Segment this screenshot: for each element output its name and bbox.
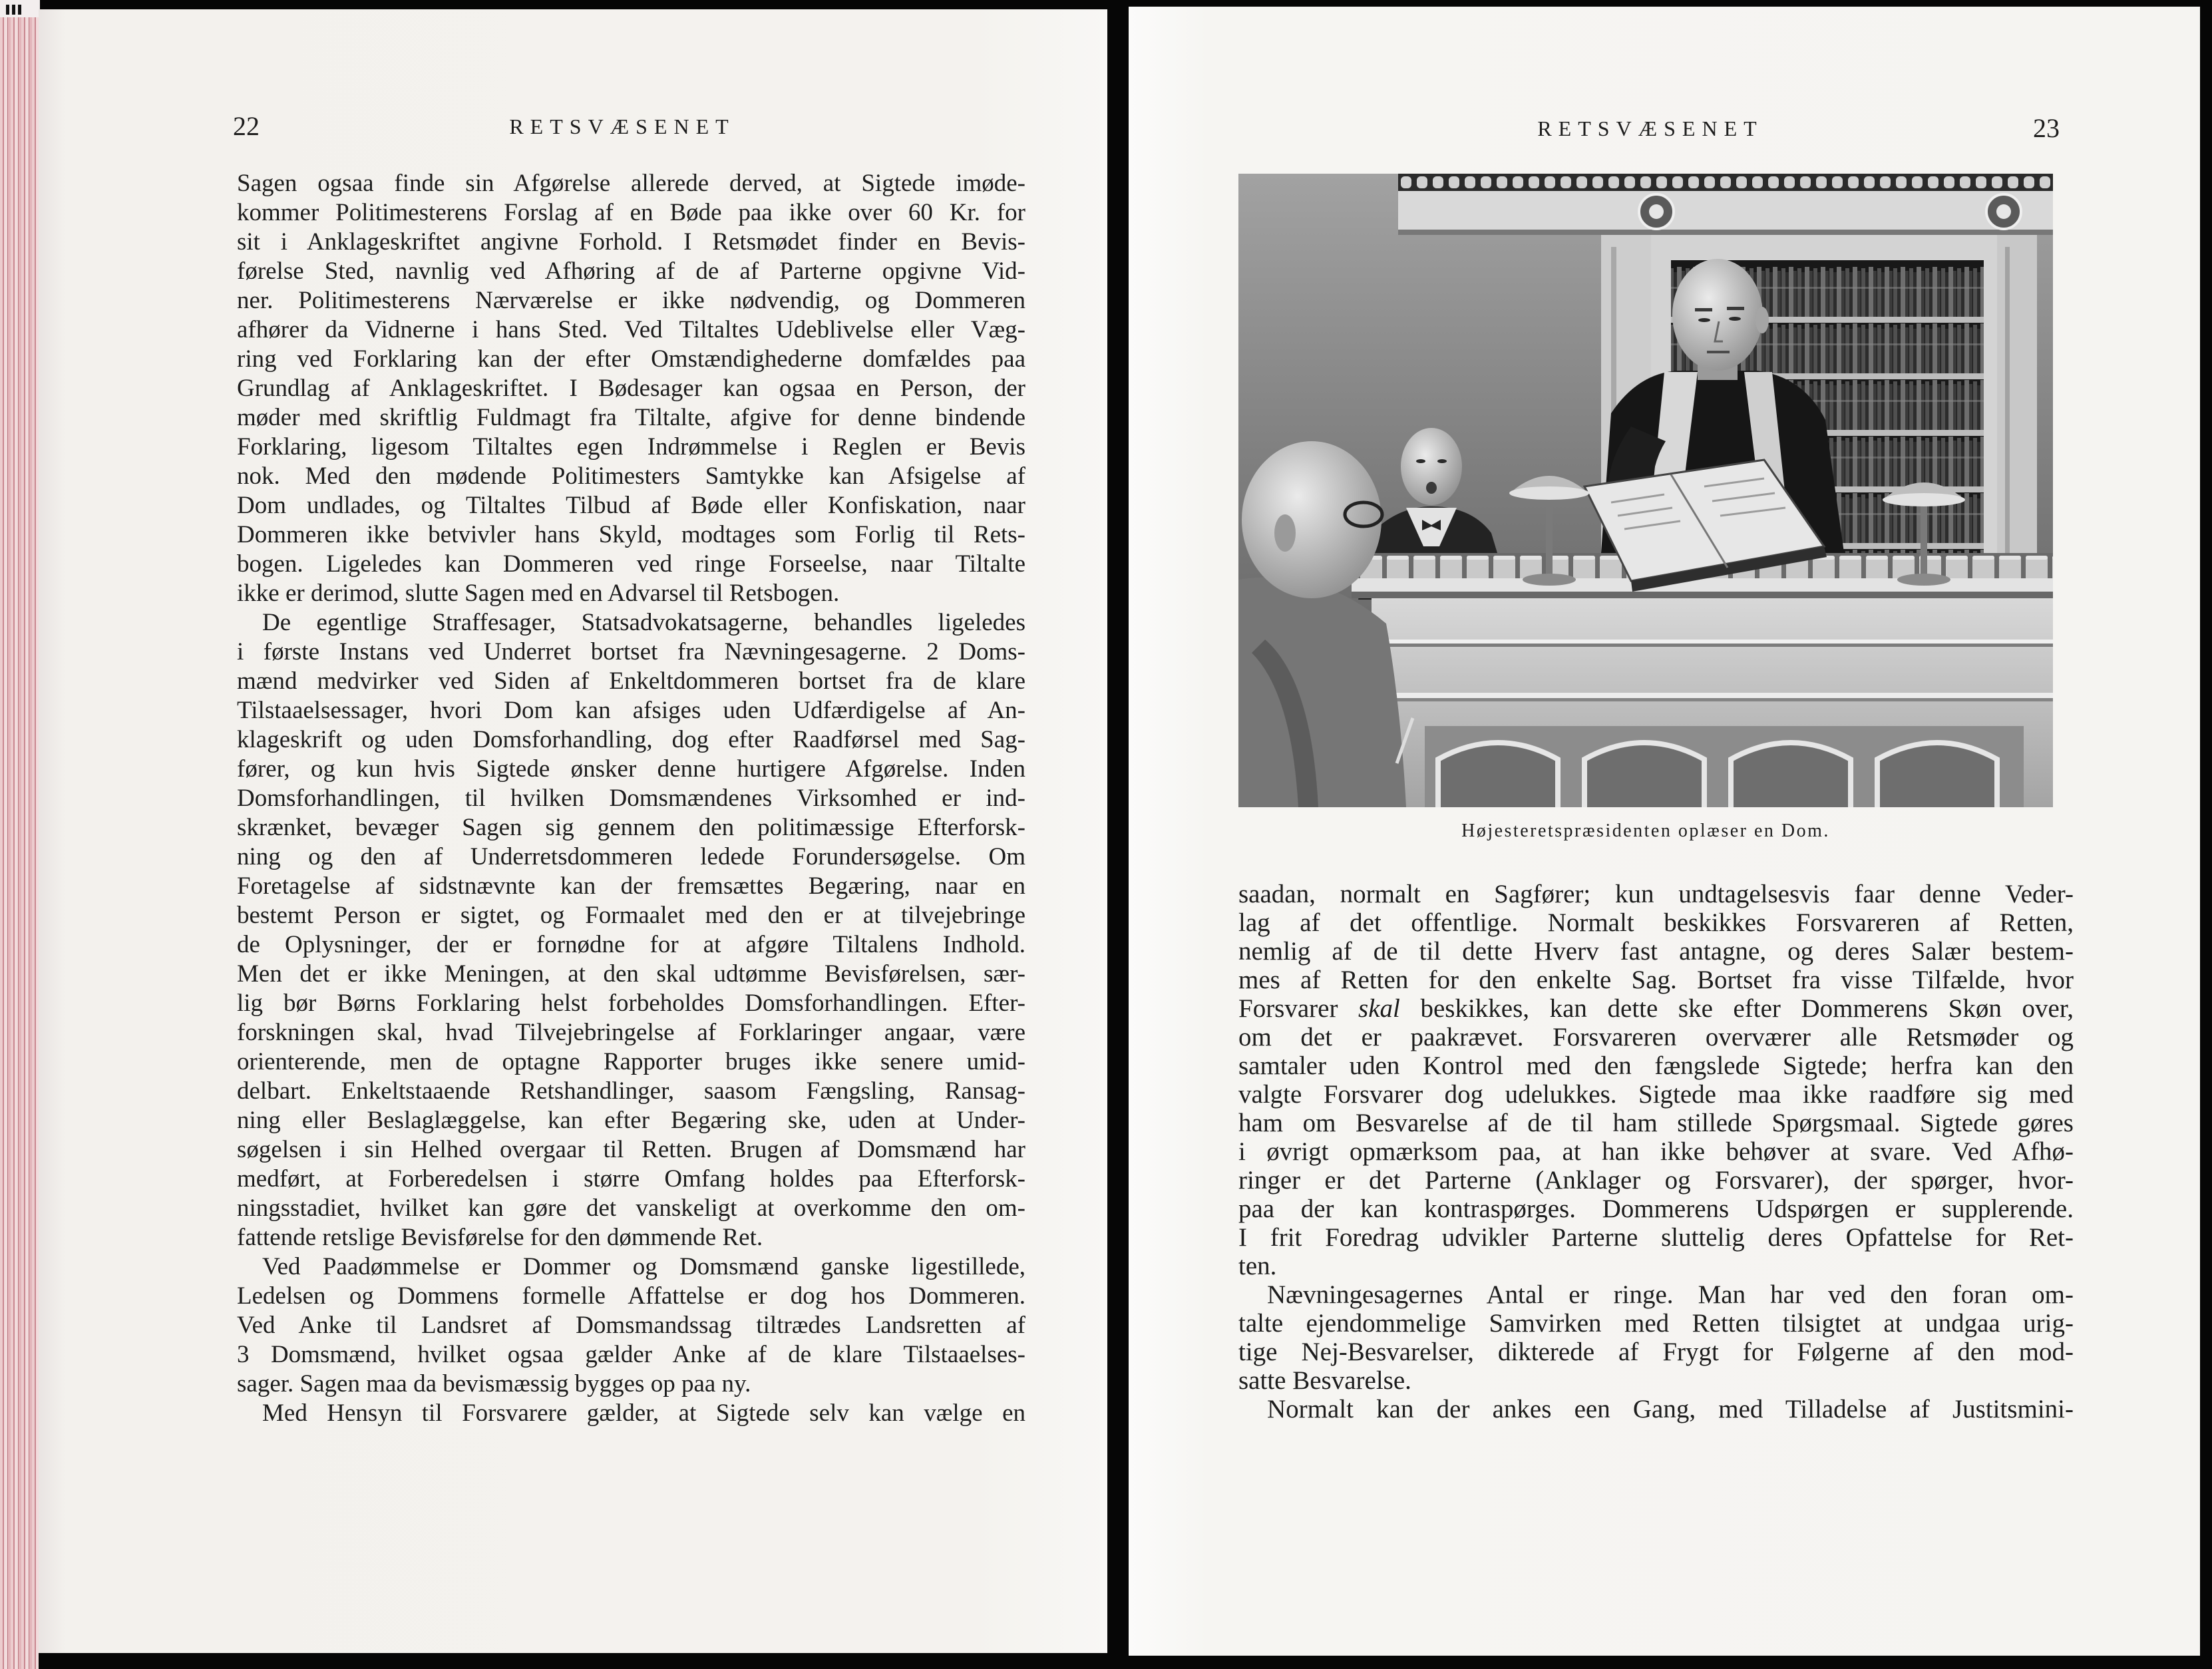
text-line: Ved Anke til Landsret af Domsmandssag tiltrædes Landsretten af [237, 1312, 1025, 1339]
text-line: medført, at Forberedelsen i større Omfang holdes paa Efterforsk- [237, 1165, 1025, 1193]
text-segment: Forsvarer [1238, 994, 1359, 1023]
text-line: Foretagelse af sidstnævnte kan der fremsættes Begæring, naar en [237, 872, 1025, 900]
text-line: paa der kan kontraspørges. Dommerens Udspørgen er supplerende. [1238, 1195, 2074, 1223]
text-line: ikke er derimod, slutte Sagen med en Advarsel til Retsbogen. [237, 580, 840, 607]
bench [1352, 553, 2053, 807]
text-line: sit i Anklageskriftet angivne Forhold. I Retsmødet finder en Bevis- [237, 228, 1025, 256]
page-number: 23 [2033, 113, 2060, 143]
text-line: klageskrift og uden Domsforhandling, dog efter Raadførsel med Sag- [237, 726, 1025, 753]
text-line: Dommeren ikke betvivler hans Skyld, modtages som Forlig til Rets- [237, 521, 1025, 548]
text-line: møder med skriftlig Fuldmagt fra Tiltalte, afgive for denne bindende [237, 404, 1025, 431]
page-number: 22 [233, 111, 260, 141]
text-line: Med Hensyn til Forsvarere gælder, at Sigtede selv kan vælge en [262, 1399, 1025, 1427]
cornice [1398, 174, 2053, 235]
text-line: Tilstaaelsessager, hvori Dom kan afsiges uden Udfærdigelse af An- [237, 697, 1025, 724]
text-line: førelse Sted, navnlig ved Afhøring af de af Parterne opgivne Vid- [237, 258, 1025, 285]
text-line: Men det er ikke Meningen, at den skal udtømme Bevisførelsen, sær- [237, 960, 1025, 988]
text-line: nok. Med den mødende Politimesters Samtykke kan Afsigelse af [237, 463, 1025, 490]
text-line: orienterende, men de optagne Rapporter bruges ikke senere umid- [237, 1048, 1025, 1075]
text-line: ning og den af Underretsdommeren ledede Forundersøgelse. Om [237, 843, 1025, 870]
figure-photo [1238, 174, 2053, 807]
figure-caption: Højesteretspræsidenten oplæser en Dom. [1461, 821, 1830, 841]
text-line: Forklaring, ligesom Tiltaltes egen Indrømmelse i Reglen er Bevis [237, 433, 1025, 461]
text-line: talte ejendommelige Samvirken med Retten tilsigtet at undgaa urig- [1238, 1309, 2074, 1338]
text-line: De egentlige Straffesager, Statsadvokatsagerne, behandles ligeledes [262, 609, 1025, 636]
text-line: ner. Politimesterens Nærværelse er ikke nødvendig, og Dommeren [237, 287, 1025, 314]
text-line: afhører da Vidnerne i hans Sted. Ved Tiltaltes Udeblivelse eller Væg- [237, 316, 1025, 343]
emphasized-word: skal [1358, 994, 1400, 1023]
text-line: 3 Domsmænd, hvilket ogsaa gælder Anke af de klare Tilstaaelses- [237, 1341, 1025, 1368]
text-line: nemlig af de til dette Hverv fast antagne, og deres Salær bestem- [1238, 937, 2074, 966]
text-line: sager. Sagen maa da bevismæssig bygges op paa ny. [237, 1370, 751, 1397]
text-line: lag af det offentlige. Normalt beskikkes Forsvareren af Retten, [1238, 908, 2074, 937]
text-line: tige Nej-Besvarelser, dikterede af Frygt for Følgerne af den mod- [1238, 1338, 2074, 1366]
text-line: søgelsen i sin Helhed overgaar til Retten. Brugen af Domsmænd har [237, 1136, 1025, 1163]
text-line: ham om Besvarelse af de til ham stillede Spørgsmaal. Sigtede gøres [1238, 1109, 2074, 1137]
page-edge-strip [0, 0, 39, 1669]
text-line: Nævningesagernes Antal er ringe. Man har ved den foran om- [1267, 1280, 2074, 1309]
text-line: delbart. Enkeltstaaende Retshandlinger, saasom Fængsling, Ransag- [237, 1077, 1025, 1105]
text-line: lig bør Børns Forklaring helst forbeholdes Domsforhandlingen. Efter- [237, 990, 1025, 1017]
text-line: bestemt Person er sigtet, og Formaalet med den er at tilvejebringe [237, 902, 1025, 929]
scan-mark [18, 5, 21, 15]
text-line: Domsforhandlingen, til hvilken Domsmændenes Virksomhed er ind- [237, 785, 1025, 812]
text-line: bogen. Ligeledes kan Dommeren ved ringe Forseelse, naar Tiltalte [237, 550, 1025, 578]
text-line: skrænket, bevæger Sagen sig gennem den politimæssige Efterforsk- [237, 814, 1025, 841]
text-line: i øvrigt opmærksom paa, at han ikke behøver at svare. Ved Afhø- [1238, 1137, 2074, 1166]
text-line [1238, 994, 2074, 1023]
text-line: satte Besvarelse. [1238, 1366, 1411, 1395]
text-segment: beskikkes, kan dette ske efter Dommerens Skøn over, [1399, 994, 2074, 1023]
text-line: ningsstadiet, hvilket kan gøre det vanskeligt at overkomme den om- [237, 1195, 1025, 1222]
text-line: om det er paakrævet. Forsvareren overværer alle Retsmøder og [1238, 1023, 2074, 1051]
text-line: fattende retslige Bevisførelse for den dømmende Ret. [237, 1224, 763, 1251]
text-line: I frit Foredrag udvikler Parterne sluttelig deres Opfattelse for Ret- [1238, 1223, 2074, 1252]
text-line: saadan, normalt en Sagfører; kun undtagelsesvis faar denne Veder- [1238, 880, 2074, 908]
text-line: ten. [1238, 1252, 1277, 1280]
running-head: RETSVÆSENET [509, 114, 735, 138]
text-line: ning eller Beslaglæggelse, kan efter Begæring ske, uden at Under- [237, 1107, 1025, 1134]
text-line: mænd medvirker ved Siden af Enkeltdommeren bortset fra de klare [237, 667, 1025, 695]
running-head: RETSVÆSENET [1537, 116, 1763, 140]
text-line: samtaler uden Kontrol med den fængslede Sigtede; herfra kan den [1238, 1051, 2074, 1080]
text-line: mes af Retten for den enkelte Sag. Bortset fra visse Tilfælde, hvor [1238, 966, 2074, 994]
text-line: Dom undlades, og Tiltaltes Tilbud af Bøde eller Konfiskation, naar [237, 492, 1025, 519]
text-line: forskningen skal, hvad Tilvejebringelse af Forklaringer angaar, være [237, 1019, 1025, 1046]
scan-mark [6, 5, 9, 15]
right-page-body [1238, 880, 2074, 1423]
courtroom-photo [1238, 174, 2053, 807]
text-line: de Oplysninger, der er fornødne for at afgøre Tiltalens Indhold. [237, 931, 1025, 958]
text-line: valgte Forsvarer dog udelukkes. Sigtede maa ikke raadføre sig med [1238, 1080, 2074, 1109]
text-line: ringer er det Parterne (Anklager og Forsvarer), der spørger, hvor- [1238, 1166, 2074, 1195]
scan-mark [12, 5, 15, 15]
text-line: kommer Politimesterens Forslag af en Bøde paa ikke over 60 Kr. for [237, 199, 1025, 226]
text-line: Normalt kan der ankes een Gang, med Tilladelse af Justitsmini- [1267, 1395, 2074, 1423]
scan-corner [0, 0, 40, 17]
text-line: Sagen ogsaa finde sin Afgørelse allerede derved, at Sigtede imøde- [237, 170, 1025, 197]
text-line: fører, og kun hvis Sigtede ønsker denne hurtigere Afgørelse. Inden [237, 755, 1025, 783]
text-line: Grundlag af Anklageskriftet. I Bødesager kan ogsaa en Person, der [237, 375, 1025, 402]
text-line: i første Instans ved Underret bortset fra Nævningesagerne. 2 Doms- [237, 638, 1025, 665]
text-line: Ledelsen og Dommens formelle Affattelse er dog hos Dommeren. [237, 1282, 1025, 1310]
text-line: ring ved Forklaring kan der efter Omstændighederne domfældes paa [237, 345, 1025, 373]
text-line: Ved Paadømmelse er Dommer og Domsmænd ganske ligestillede, [262, 1253, 1025, 1280]
left-page-body [237, 169, 1025, 1428]
